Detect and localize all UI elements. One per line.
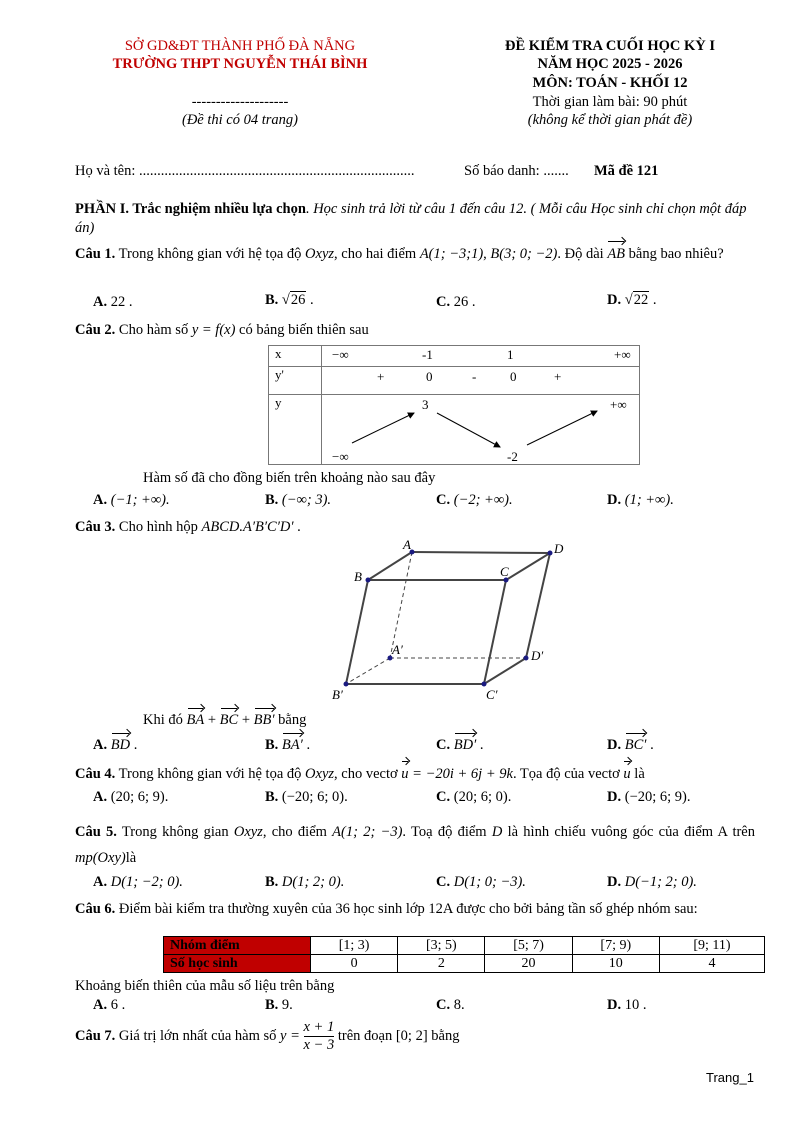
answer-d: D. BC′ . (607, 737, 654, 753)
student-name-field: Họ và tên: ............................................................................ (75, 163, 415, 179)
answer-text: (−2; +∞). (453, 492, 513, 508)
answer-c (436, 492, 513, 509)
fraction-numerator: x + 1 (303, 1019, 335, 1035)
answer-text: (20; 6; 0). (453, 789, 512, 805)
answer-letter: C. (436, 874, 451, 890)
table-cell: [3; 5) (398, 937, 485, 955)
part1-title: PHẦN I. Trắc nghiệm nhiều lựa chọn (75, 201, 306, 217)
school-name: TRƯỜNG THPT NGUYỄN THÁI BÌNH (112, 56, 368, 72)
question-text: Khi đó (143, 712, 187, 728)
answer-a: A. BD . (93, 737, 138, 753)
answer-letter: C. (436, 737, 451, 753)
question-text: bằng bao nhiêu? (625, 246, 724, 262)
question-text: là (125, 850, 137, 866)
point-a: A(1; −3;1) (419, 246, 484, 262)
answer-c: C. BD′ . (436, 737, 484, 753)
answer-d (607, 997, 646, 1014)
answer-a: A. 22 . (93, 294, 133, 310)
question-text: Giá trị lớn nhất của hàm số (115, 1027, 281, 1044)
question-label: Câu 1. (75, 246, 116, 262)
answer-text: D(1; −2; 0). (110, 874, 183, 890)
answer-d (607, 874, 697, 891)
answer-letter: C. (436, 492, 451, 508)
question-text: . Tọa độ của vectơ (512, 766, 624, 782)
answer-text: (−20; 6; 9). (624, 789, 691, 805)
answer-d (607, 789, 691, 806)
question-text: Trong không gian với hệ tọa độ (115, 766, 306, 782)
answer-text: D(−1; 2; 0). (624, 874, 697, 890)
answer-b (265, 492, 331, 509)
answer-letter: D. (607, 737, 622, 753)
question-text: có bảng biến thiên sau (235, 322, 369, 338)
math-term: Oxyz (233, 824, 263, 840)
answer-a (93, 789, 168, 806)
fraction (304, 1019, 335, 1054)
fraction-denominator: x − 3 (303, 1037, 335, 1053)
vertex-label: D′ (531, 648, 544, 663)
subject: MÔN: TOÁN - KHỐI 12 (532, 75, 688, 91)
question-text: trên đoạn (337, 1027, 396, 1044)
question-text: bằng (274, 712, 307, 728)
answer-d (607, 492, 674, 509)
school-year: NĂM HỌC 2025 - 2026 (537, 56, 683, 72)
point-a: A(1; 2; −3) (332, 824, 403, 840)
frequency-table (163, 936, 765, 973)
answer-letter: B. (265, 492, 279, 508)
table-cell: [7; 9) (572, 937, 659, 955)
vertex-label: A′ (392, 642, 403, 657)
table-cell: [9; 11) (659, 937, 764, 955)
table-cell: 1 (507, 347, 514, 362)
math-term: Oxyz (305, 766, 335, 782)
exam-title: ĐỀ KIỂM TRA CUỐI HỌC KỲ I (504, 38, 715, 54)
answer-text: D(1; 0; −3). (453, 874, 526, 890)
answer-c (436, 997, 465, 1014)
question-text: là hình chiếu vuông góc của điểm A trên (502, 824, 755, 840)
table-cell: [1; 3) (311, 937, 398, 955)
answer-letter: A. (93, 874, 108, 890)
question-2 (75, 321, 755, 340)
question-label: Câu 5. (75, 824, 117, 840)
header-divider: -------------------- (191, 94, 289, 110)
answer-text: BD (110, 737, 131, 753)
vertex-label: C (500, 564, 509, 579)
time-limit: Thời gian làm bài: 90 phút (532, 94, 688, 110)
answer-letter: A. (93, 492, 108, 508)
answer-letter: A. (93, 737, 108, 753)
math-term: = −20i + 6j + 9k (408, 766, 513, 782)
answer-text: 22 (633, 292, 649, 308)
answer-text: (1; +∞). (624, 492, 674, 508)
answer-text: BC′ (624, 737, 647, 753)
answer-letter: A. (93, 294, 108, 310)
table-cell: 4 (659, 955, 764, 973)
vector-u: u (623, 766, 631, 782)
answer-c: C. 26 . (436, 294, 476, 310)
answer-b: B. BA′ . (265, 737, 311, 753)
table-cell: 0 (311, 955, 398, 973)
question-text: , cho vectơ (334, 766, 402, 782)
answer-letter: C. (436, 789, 451, 805)
answer-letter: B. (265, 292, 279, 308)
time-note: (không kể thời gian phát đề) (527, 112, 693, 128)
exam-code: Mã đề 121 (594, 163, 659, 179)
answer-a (93, 874, 183, 891)
answer-c (436, 789, 511, 806)
question-text: Cho hàm số (115, 322, 192, 338)
part1-instruction: . Học sinh trả lời từ câu 1 đến câu 12. ( Mỗi câu Học sinh chỉ chọn một đáp án) (75, 201, 747, 236)
page-count-note: (Đề thi có 04 trang) (182, 112, 298, 128)
answer-letter: D. (607, 292, 622, 308)
answer-d: D. √22 . (607, 292, 657, 308)
answer-text: 10 . (624, 997, 647, 1013)
answer-text: 6 . (110, 997, 126, 1013)
table-header: Nhóm điểm (164, 937, 311, 955)
question-7 (75, 1019, 459, 1054)
table-cell: - (472, 369, 477, 384)
part1-heading (75, 200, 755, 238)
answer-text: 26 (453, 294, 469, 310)
vertex-label: B (354, 569, 362, 584)
table-row-label: x (269, 346, 322, 367)
table-cell: −∞ (332, 347, 349, 362)
answer-text: (−20; 6; 0). (281, 789, 348, 805)
answer-text: D(1; 2; 0). (281, 874, 345, 890)
question-text: là (630, 766, 645, 782)
question-text: Cho hình hộp (115, 519, 202, 535)
answer-letter: D. (607, 874, 622, 890)
question-6-prompt: Khoảng biến thiên của mẫu số liệu trên bằng (75, 978, 335, 994)
question-6 (75, 900, 755, 918)
answer-text: BA′ (281, 737, 303, 753)
table-cell: +∞ (614, 347, 631, 362)
vector-bc: BC (219, 712, 239, 728)
department-name: SỞ GD&ĐT THÀNH PHỐ ĐÀ NẴNG (124, 38, 356, 54)
table-row-label: y (269, 395, 322, 465)
answer-text: 22 (110, 294, 126, 310)
answer-letter: D. (607, 789, 622, 805)
separator: , (483, 246, 491, 262)
question-2-prompt: Hàm số đã cho đồng biến trên khoảng nào sau đây (143, 470, 436, 486)
answer-text: 8. (453, 997, 465, 1013)
answer-text: (20; 6; 9). (110, 789, 169, 805)
math-term: y = f(x) (191, 322, 236, 338)
question-text: , cho hai điểm (334, 246, 420, 262)
answer-a (93, 492, 170, 509)
answer-c (436, 874, 526, 891)
vector-u: u (401, 766, 409, 782)
question-label: Câu 6. (75, 901, 116, 917)
question-3-prompt: Khi đó BA + BC + BB′ bằng (143, 712, 307, 728)
student-id-field: Số báo danh: ....... (464, 163, 569, 179)
table-header: Số học sinh (164, 955, 311, 973)
answer-letter: C. (436, 997, 451, 1013)
answer-letter: B. (265, 789, 279, 805)
vector-ba: BA (186, 712, 205, 728)
vector-bb-prime: BB′ (253, 712, 275, 728)
table-cell: 20 (485, 955, 572, 973)
page-number: Trang_1 (706, 1070, 754, 1085)
vertex-label: B′ (332, 687, 343, 702)
table-cell: [5; 7) (485, 937, 572, 955)
vertex-label: C′ (486, 687, 498, 702)
answer-text: BD′ (453, 737, 477, 753)
question-text: , cho điểm (262, 824, 333, 840)
question-label: Câu 4. (75, 766, 116, 782)
answer-letter: C. (436, 294, 451, 310)
vertex-label: A (403, 538, 411, 552)
question-4 (75, 765, 755, 784)
table-cell: -2 (507, 449, 518, 464)
answer-b (265, 789, 348, 806)
answer-letter: B. (265, 737, 279, 753)
question-text: Trong không gian với hệ tọa độ (115, 246, 306, 262)
answer-letter: B. (265, 874, 279, 890)
table-cell: +∞ (610, 397, 627, 412)
answer-a (93, 997, 125, 1014)
question-label: Câu 7. (75, 1027, 116, 1044)
table-cell: 0 (426, 369, 433, 384)
answer-letter: D. (607, 492, 622, 508)
question-text: . Độ dài (557, 246, 608, 262)
math-term: Oxyz (305, 246, 335, 262)
answer-text: 9. (281, 997, 293, 1013)
table-cell: 2 (398, 955, 485, 973)
parallelepiped-figure (330, 538, 570, 703)
answer-text: (−1; +∞). (110, 492, 170, 508)
math-term: D (491, 824, 503, 840)
answer-letter: B. (265, 997, 279, 1013)
answer-letter: A. (93, 997, 108, 1013)
table-cell: + (377, 369, 385, 384)
table-cell: 3 (422, 397, 429, 412)
answer-b: B. √26 . (265, 292, 314, 308)
variation-arrows (322, 395, 642, 465)
question-text: . Toạ độ điểm (402, 824, 492, 840)
answer-b (265, 874, 344, 891)
question-label: Câu 3. (75, 519, 116, 535)
table-cell: -1 (422, 347, 433, 362)
table-cell: + (554, 369, 562, 384)
question-text: bằng (427, 1027, 460, 1044)
answer-text: 26 (290, 292, 306, 308)
question-label: Câu 2. (75, 322, 116, 338)
question-5 (75, 819, 755, 871)
question-3: Câu 3. Cho hình hộp ABCD.A′B′C′D′ . (75, 519, 301, 535)
answer-text: (−∞; 3). (281, 492, 332, 508)
answer-b (265, 997, 293, 1014)
math-term: y = (280, 1027, 300, 1044)
point-b: B(3; 0; −2) (490, 246, 558, 262)
question-text: Điểm bài kiểm tra thường xuyên của 36 học sinh lớp 12A được cho bởi bảng tần số ghép nhóm sau: (115, 901, 698, 917)
question-text: Trong không gian (116, 824, 234, 840)
vector-ab: AB (607, 246, 626, 262)
math-term: [0; 2] (395, 1027, 428, 1044)
math-term: ABCD.A′B′C′D′ (201, 519, 294, 535)
question-1 (75, 245, 755, 264)
table-cell: 10 (572, 955, 659, 973)
vertex-label: D (554, 541, 564, 556)
math-term: mp(Oxy) (75, 850, 126, 866)
answer-letter: A. (93, 789, 108, 805)
table-row-label: y' (269, 367, 322, 395)
table-cell: 0 (510, 369, 517, 384)
variation-table (268, 345, 640, 465)
table-cell: −∞ (332, 449, 349, 464)
answer-letter: D. (607, 997, 622, 1013)
